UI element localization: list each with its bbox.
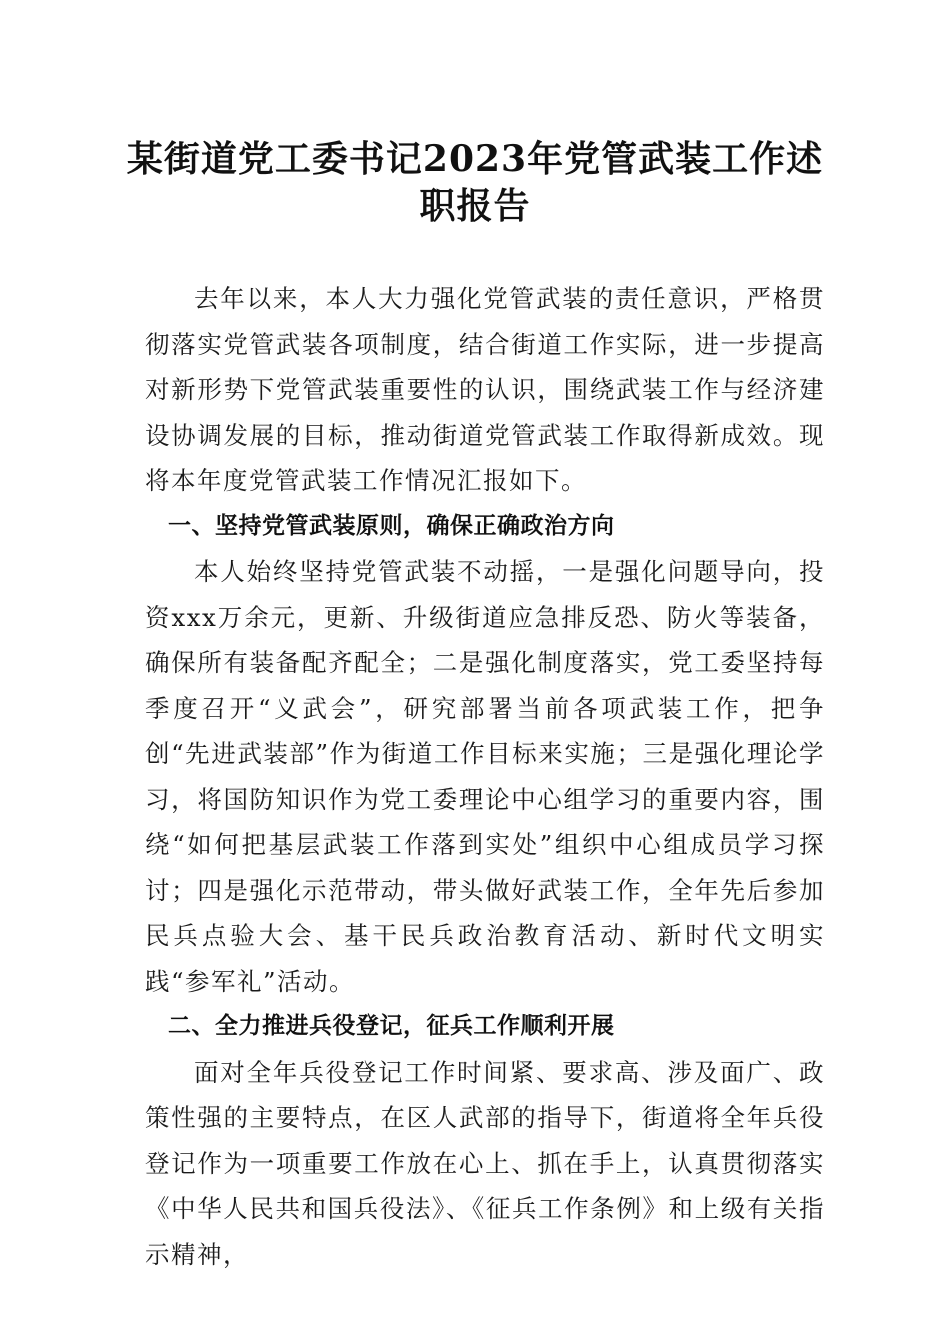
section-paragraph-2: 面对全年兵役登记工作时间紧、要求高、涉及面广、政策性强的主要特点，在区人武部的指导下，街道将全年兵役登记作为一项重要工作放在心上、抓在手上，认真贯彻落实《中华人民共和国兵役法》、《征兵工作条例》和上级有关指示精神， xyxy=(145,1057,825,1269)
document-body xyxy=(145,276,825,1277)
section-paragraph-1: 本人始终坚持党管武装不动摇，一是强化问题导向，投资xxx万余元，更新、升级街道应急排反恐、防火等装备，确保所有装备配齐配全；二是强化制度落实，党工委坚持每季度召开“义武会”，研究部署当前各项武装工作，把争创“先进武装部”作为街道工作目标来实施；三是强化理论学习，将国防知识作为党工委理论中心组学习的重要内容，围绕“如何把基层武装工作落到实处”组织中心组成员学习探讨；四是强化示范带动，带头做好武装工作，全年先后参加民兵点验大会、基干民兵政治教育活动、新时代文明实践“参军礼”活动。 xyxy=(145,557,825,996)
intro-paragraph: 去年以来，本人大力强化党管武装的责任意识，严格贯彻落实党管武装各项制度，结合街道工作实际，进一步提高对新形势下党管武装重要性的认识，围绕武装工作与经济建设协调发展的目标，推动街道党管武装工作取得新成效。现将本年度党管武装工作情况汇报如下。 xyxy=(145,284,825,495)
section-heading-2: 二、全力推进兵役登记，征兵工作顺利开展 xyxy=(168,1013,615,1039)
document-title: 某街道党工委书记2023年党管武装工作述职报告 xyxy=(126,138,824,227)
section-heading-1: 一、坚持党管武装原则，确保正确政治方向 xyxy=(168,512,615,539)
